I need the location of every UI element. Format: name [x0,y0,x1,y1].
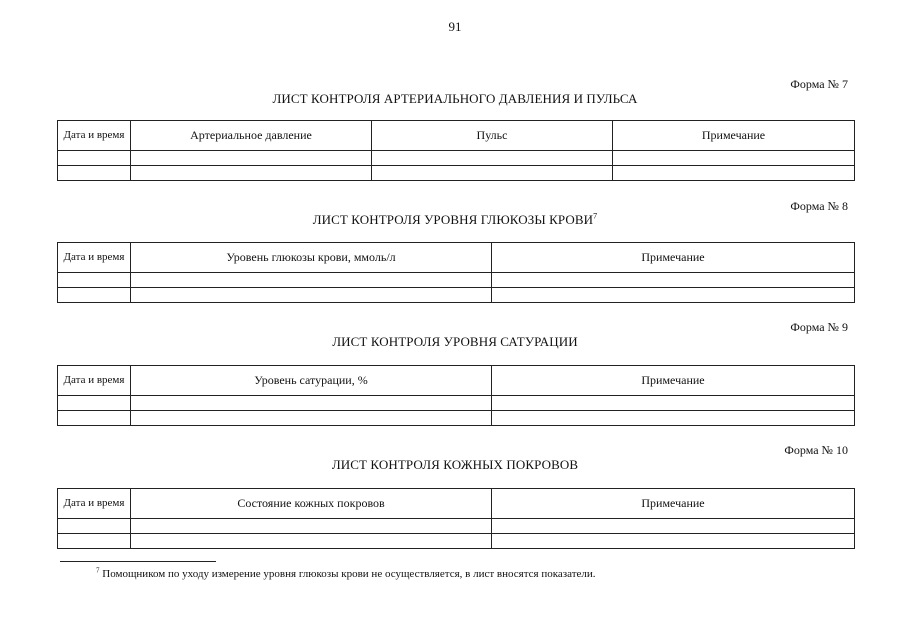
table-cell[interactable] [492,288,855,303]
table-cell[interactable] [613,151,855,166]
form-10-table [57,488,855,549]
table-header-row [58,243,855,273]
table-row [58,151,855,166]
table-cell[interactable] [492,411,855,426]
table-row [58,411,855,426]
table-cell[interactable] [131,273,492,288]
table-cell[interactable] [372,151,613,166]
table-cell[interactable] [492,273,855,288]
table-cell[interactable] [58,534,131,549]
table-row [58,166,855,181]
form-7-title: ЛИСТ КОНТРОЛЯ АРТЕРИАЛЬНОГО ДАВЛЕНИЯ И ПУЛЬСА [272,91,638,106]
column-header-date-time: Дата и время [58,243,131,273]
table-cell[interactable] [58,151,131,166]
column-header-date-time: Дата и время [58,366,131,396]
table-cell[interactable] [131,166,372,181]
table-cell[interactable] [58,166,131,181]
column-header-note: Примечание [492,489,855,519]
table-row [58,288,855,303]
column-header-skin-condition: Состояние кожных покровов [131,489,492,519]
table-cell[interactable] [613,166,855,181]
table-cell[interactable] [131,411,492,426]
table-row [58,273,855,288]
table-cell[interactable] [58,411,131,426]
table-cell[interactable] [131,396,492,411]
form-7-table [57,120,855,181]
table-cell[interactable] [131,519,492,534]
table-cell[interactable] [58,396,131,411]
column-header-pulse: Пульс [372,121,613,151]
form-8-label: Форма № 8 [790,199,848,213]
column-header-note: Примечание [613,121,855,151]
form-10-title: ЛИСТ КОНТРОЛЯ КОЖНЫХ ПОКРОВОВ [331,457,579,472]
table-cell[interactable] [131,534,492,549]
table-row [58,534,855,549]
table-row [58,519,855,534]
column-header-note: Примечание [492,243,855,273]
form-8-title: ЛИСТ КОНТРОЛЯ УРОВНЯ ГЛЮКОЗЫ КРОВИ$^7$ [312,211,598,227]
column-header-note: Примечание [492,366,855,396]
column-header-date-time: Дата и время [58,121,131,151]
footnote-ref: 7 [593,211,598,221]
table-cell[interactable] [492,519,855,534]
footnote [96,568,596,580]
column-header-glucose-level: Уровень глюкозы крови, ммоль/л [131,243,492,273]
table-cell[interactable] [492,534,855,549]
table-header-row [58,121,855,151]
table-header-row [58,366,855,396]
table-header-row [58,489,855,519]
page-number: 91 [448,19,462,34]
table-cell[interactable] [58,288,131,303]
table-cell[interactable] [131,288,492,303]
table-cell[interactable] [131,151,372,166]
form-8-table [57,242,855,303]
form-9-table [57,365,855,426]
form-10-label: Форма № 10 [784,443,848,457]
form-9-label: Форма № 9 [790,320,848,334]
footnote-separator [60,561,216,562]
form-9-title: ЛИСТ КОНТРОЛЯ УРОВНЯ САТУРАЦИИ [332,334,578,349]
table-cell[interactable] [492,396,855,411]
column-header-saturation-level: Уровень сатурации, % [131,366,492,396]
footnote-marker: 7 [96,566,100,575]
footnote-text: Помощником по уходу измерение уровня глюкозы крови не осуществляется, в лист вносятся показатели. [102,568,596,580]
table-row [58,396,855,411]
table-cell[interactable] [58,273,131,288]
table-cell[interactable] [58,519,131,534]
table-cell[interactable] [372,166,613,181]
column-header-blood-pressure: Артериальное давление [131,121,372,151]
form-7-label: Форма № 7 [790,77,848,91]
column-header-date-time: Дата и время [58,489,131,519]
